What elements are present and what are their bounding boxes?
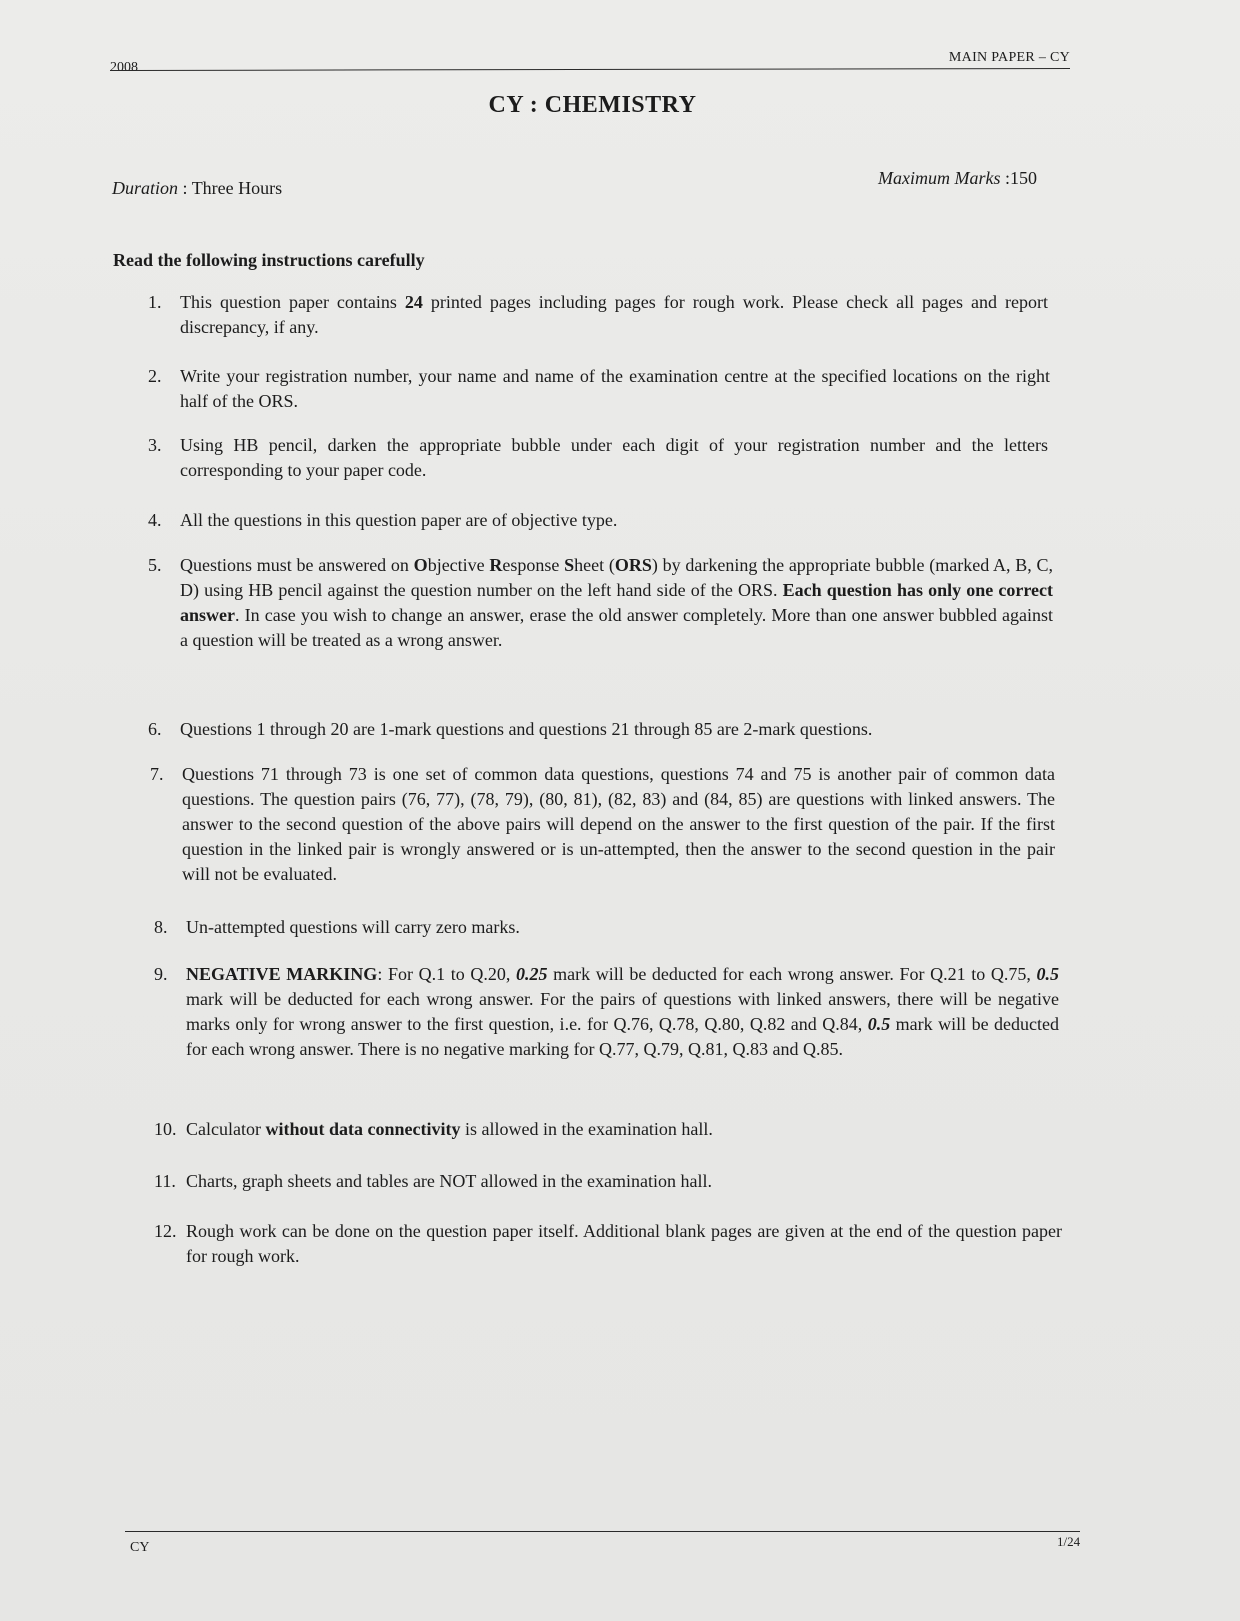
instruction-number: 5. — [148, 555, 162, 575]
instruction-number: 6. — [148, 719, 162, 739]
instruction-item — [154, 1219, 1062, 1269]
text-run: Calculator — [186, 1119, 266, 1139]
instruction-number: 12. — [154, 1221, 177, 1241]
instruction-text: Using HB pencil, darken the appropriate bubble under each digit of your registration number and the letters corresponding to your paper code. — [180, 435, 1048, 480]
instruction-text: Rough work can be done on the question paper itself. Additional blank pages are given at the end of the question paper for rough work. — [186, 1221, 1062, 1266]
text-run: printed pages including pages for rough work. Please check all pages and report discrepancy, if any. — [180, 292, 1048, 337]
instruction-item — [148, 364, 1050, 414]
instruction-text — [186, 962, 1059, 1062]
page-title: CY : CHEMISTRY — [488, 92, 697, 118]
instruction-text: Charts, graph sheets and tables are NOT allowed in the examination hall. — [186, 1171, 713, 1191]
text-run: Each question has only one correct answer — [180, 580, 1054, 625]
instruction-number: 10. — [154, 1119, 177, 1139]
header-paper-code: MAIN PAPER – CY — [948, 50, 1070, 65]
text-run: . In case you wish to change an answer, erase the old answer completely. More than one answer bubbled against a question will be treated as a wrong answer. — [180, 605, 1053, 650]
footer-paper-code: CY — [130, 1540, 150, 1555]
header-year: 2008 — [110, 60, 138, 75]
instruction-text — [180, 290, 1048, 340]
text-run: ORS — [614, 555, 652, 575]
instruction-number: 11. — [154, 1171, 176, 1191]
text-run: 0.5 — [867, 1014, 891, 1034]
instruction-number: 9. — [154, 964, 168, 984]
text-run: R — [489, 555, 503, 575]
instructions-heading: Read the following instructions carefully — [113, 250, 425, 270]
text-run: mark will be deducted for each wrong answer. There is no negative marking for Q.77, Q.79, Q.81, Q.83 and Q.85. — [186, 1014, 1059, 1059]
maximum-marks — [878, 168, 1037, 189]
instruction-item — [154, 962, 1059, 1062]
text-run: mark will be deducted for each wrong answer. For Q.21 to Q.75, — [547, 964, 1037, 984]
instruction-text — [186, 1117, 1059, 1142]
page-number: 1/24 — [1057, 1534, 1081, 1549]
instruction-item — [150, 762, 1055, 887]
text-run: : For Q.1 to Q.20, — [377, 964, 516, 984]
instruction-number: 7. — [150, 764, 164, 784]
page-count: 24 — [404, 292, 423, 312]
text-run: ) by darkening the appropriate bubble (marked A, B, C, D) using HB pencil against the question number on the left hand side of the ORS. — [180, 555, 1053, 600]
instruction-text: All the questions in this question paper are of objective type. — [180, 510, 618, 530]
duration-value: : Three Hours — [178, 178, 283, 198]
instruction-item — [148, 717, 1053, 742]
instruction-text: Write your registration number, your name and name of the examination centre at the specified locations on the right half of the ORS. — [180, 366, 1050, 411]
instruction-item — [154, 915, 1054, 940]
instruction-item — [148, 553, 1053, 653]
instruction-number: 4. — [148, 510, 162, 530]
negative-marking-label: NEGATIVE MARKING — [186, 964, 378, 984]
instruction-number: 8. — [154, 917, 168, 937]
instruction-number: 3. — [148, 435, 162, 455]
instruction-item — [148, 433, 1048, 483]
text-run: without data connectivity — [265, 1119, 461, 1139]
text-run: bjective — [427, 555, 490, 575]
text-run: S — [564, 555, 575, 575]
instruction-item — [148, 290, 1048, 340]
footer-rule — [125, 1531, 1080, 1532]
instruction-text: Questions 1 through 20 are 1-mark questions and questions 21 through 85 are 2-mark questions. — [180, 719, 873, 739]
text-run: O — [413, 555, 428, 575]
instruction-text: Questions 71 through 73 is one set of common data questions, questions 74 and 75 is another pair of common data questions. The question pairs (76, 77), (78, 79), (80, 81), (82, 83) and (84, 85) are questions with linked answers. The answer to the second question of the above pairs will depend on the answer to the first question of the pair. If the first question in the linked pair is wrongly answered or is un-attempted, then the answer to the second question in the pair will not be evaluated. — [182, 764, 1055, 884]
maximum-marks-value: :150 — [1000, 168, 1037, 188]
text-run: heet ( — [574, 555, 615, 575]
duration — [112, 178, 282, 199]
text-run: 0.5 — [1036, 964, 1059, 984]
instruction-item — [154, 1117, 1059, 1142]
text-run: is allowed in the examination hall. — [460, 1119, 713, 1139]
text-run: esponse — [502, 555, 565, 575]
maximum-marks-label: Maximum Marks — [878, 168, 1001, 188]
text-run: This question paper contains — [180, 292, 405, 312]
instruction-item — [148, 508, 1048, 533]
text-run: mark will be deducted for each wrong answer. For the pairs of questions with linked answers, there will be negative marks only for wrong answer to the first question, i.e. for Q.76, Q.78, Q.80, Q.82 and Q.84, — [186, 989, 1059, 1034]
text-run: Questions must be answered on — [180, 555, 414, 575]
instruction-item — [154, 1169, 1059, 1194]
instruction-text — [180, 553, 1053, 653]
instruction-number: 1. — [148, 292, 162, 312]
instruction-text: Un-attempted questions will carry zero marks. — [186, 917, 520, 937]
text-run: 0.25 — [515, 964, 548, 984]
header-rule — [110, 68, 1070, 71]
duration-label: Duration — [112, 178, 179, 198]
instruction-number: 2. — [148, 366, 162, 386]
